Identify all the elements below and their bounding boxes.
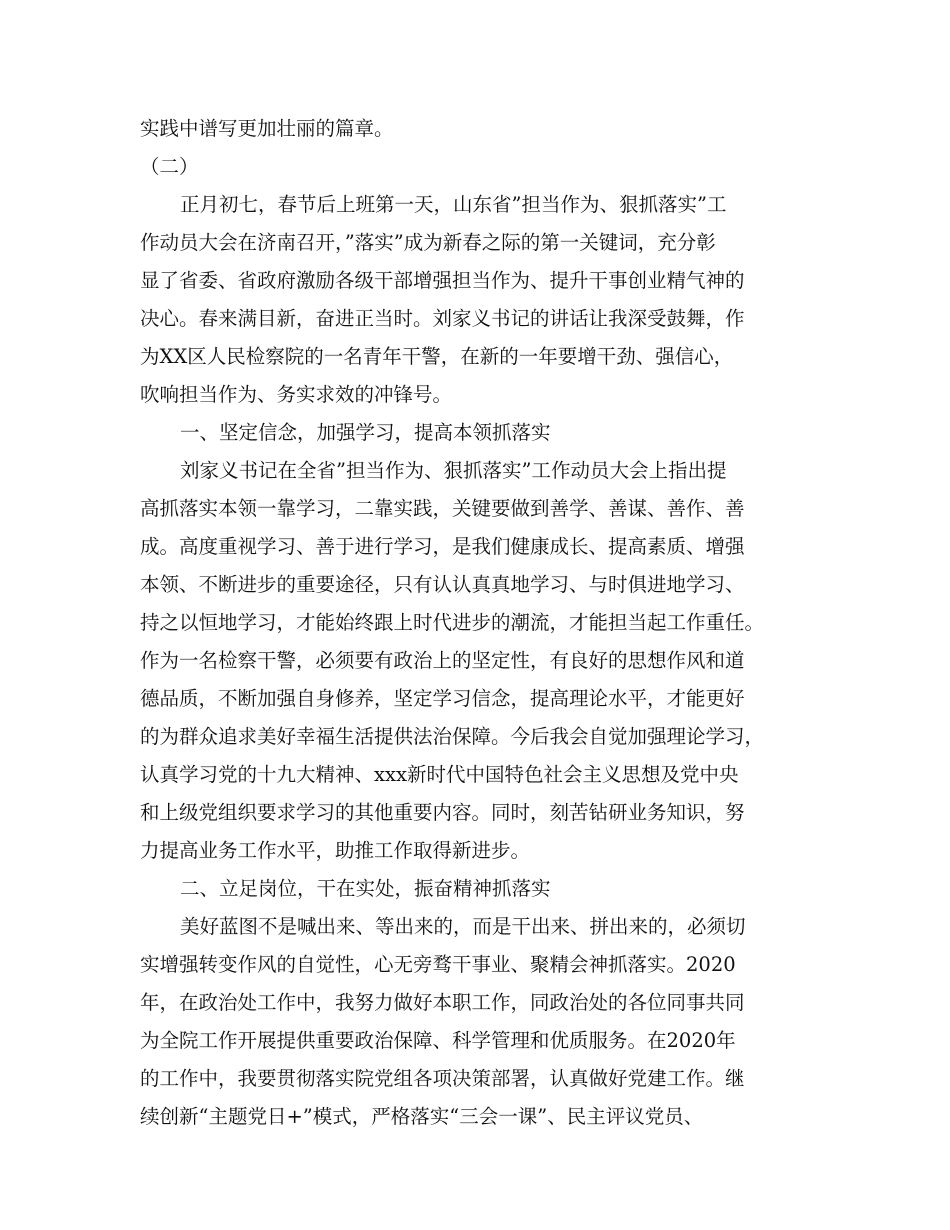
- text-line: 和上级党组织要求学习的其他重要内容。同时，刻苦钻研业务知识，努: [140, 801, 745, 824]
- paragraph-start-line: 刘家义书记在全省”担当作为、狠抓落实”工作动员大会上指出提: [180, 459, 727, 482]
- section-heading: 二、立足岗位，干在实处，振奋精神抓落实: [180, 877, 551, 900]
- text-line: 力提高业务工作水平，助推工作取得新进步。: [140, 839, 531, 862]
- text-line: 为XX区人民检察院的一名青年干警，在新的一年要增干劲、强信心，: [140, 345, 734, 368]
- text-line: 本领、不断进步的重要途径，只有认认真真地学习、与时俱进地学习、: [140, 573, 745, 596]
- text-line: 德品质，不断加强自身修养，坚定学习信念，提高理论水平，才能更好: [140, 687, 745, 710]
- text-line: 作动员大会在济南召开，”落实”成为新春之际的第一关键词，充分彰: [140, 231, 716, 254]
- paragraph-start-line: 正月初七，春节后上班第一天，山东省”担当作为、狠抓落实”工: [180, 193, 727, 216]
- text-line: 实践中谱写更加壮丽的篇章。: [140, 117, 394, 140]
- text-line: 持之以恒地学习，才能始终跟上时代进步的潮流，才能担当起工作重任。: [140, 611, 765, 634]
- text-line: 为全院工作开展提供重要政治保障、科学管理和优质服务。在2020年: [140, 1029, 736, 1052]
- text-line: 认真学习党的十九大精神、xxx新时代中国特色社会主义思想及党中央: [140, 763, 739, 786]
- section-heading: 一、坚定信念，加强学习，提高本领抓落实: [180, 421, 551, 444]
- text-line: 高抓落实本领一靠学习，二靠实践，关键要做到善学、善谋、善作、善: [140, 497, 745, 520]
- text-line: 的工作中，我要贯彻落实院党组各项决策部署，认真做好党建工作。继: [140, 1067, 745, 1090]
- text-line: 续创新“主题党日+”模式，严格落实“三会一课”、民主评议党员、: [140, 1105, 704, 1128]
- text-line: 作为一名检察干警，必须要有政治上的坚定性，有良好的思想作风和道: [140, 649, 745, 672]
- text-line: 的为群众追求美好幸福生活提供法治保障。今后我会自觉加强理论学习，: [140, 725, 765, 748]
- text-line: 实增强转变作风的自觉性，心无旁骛干事业、聚精会神抓落实。2020: [140, 953, 736, 976]
- text-line: 吹响担当作为、务实求效的冲锋号。: [140, 383, 453, 406]
- document-body: [140, 110, 830, 1136]
- text-line: 显了省委、省政府激励各级干部增强担当作为、提升干事创业精气神的: [140, 269, 745, 292]
- paragraph-start-line: 美好蓝图不是喊出来、等出来的，而是干出来、拼出来的，必须切: [180, 915, 746, 938]
- section-number: （二）: [140, 155, 199, 178]
- text-line: 决心。春来满目新，奋进正当时。刘家义书记的讲话让我深受鼓舞，作: [140, 307, 745, 330]
- text-line: 年，在政治处工作中，我努力做好本职工作，同政治处的各位同事共同: [140, 991, 745, 1014]
- text-line: 成。高度重视学习、善于进行学习，是我们健康成长、提高素质、增强: [140, 535, 745, 558]
